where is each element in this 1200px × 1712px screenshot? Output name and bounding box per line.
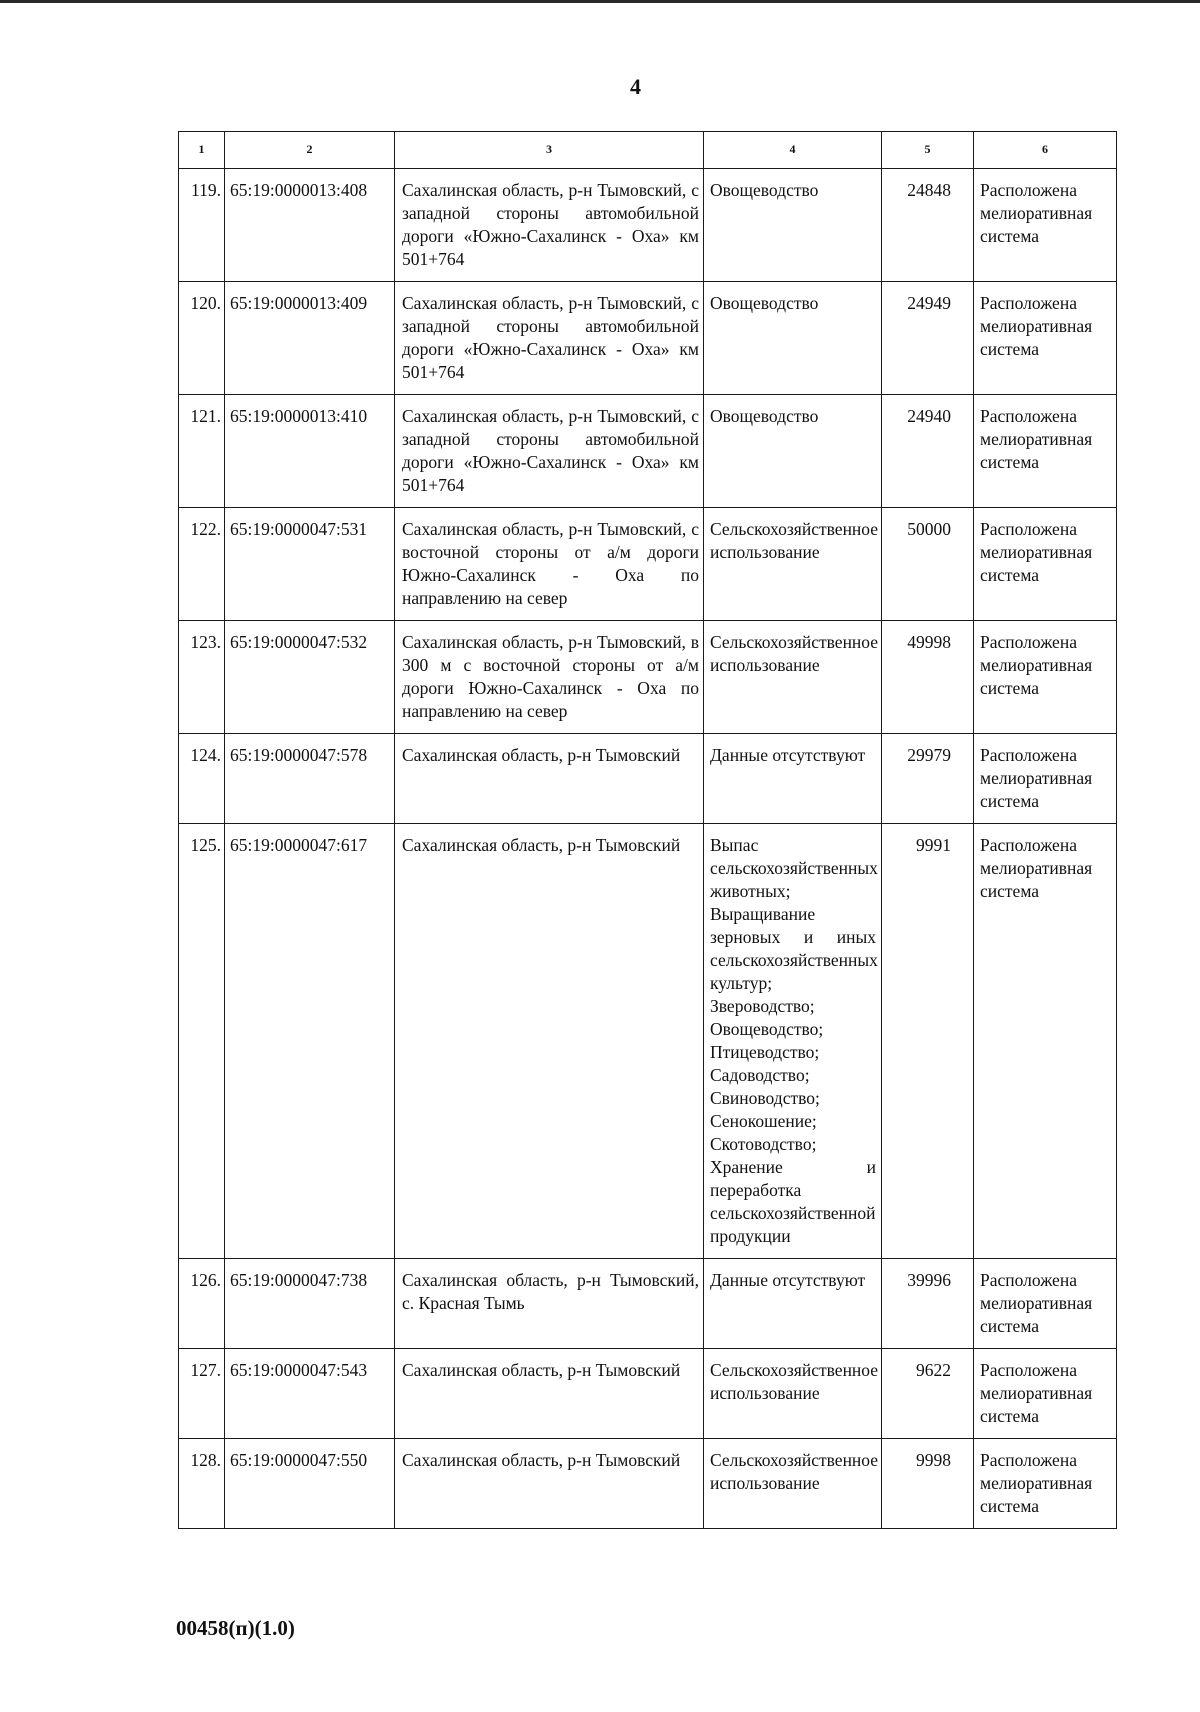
- plot-note: Расположена мелиоративная система: [974, 169, 1117, 282]
- plot-address: Сахалинская область, р-н Тымовский, в 300 м с восточной стороны от а/м дороги Южно-Сахалинск - Оха по направлению на север: [395, 621, 704, 734]
- row-number: 124.: [179, 734, 225, 824]
- plot-address: Сахалинская область, р-н Тымовский, с. Красная Тымь: [395, 1259, 704, 1349]
- table-row: [179, 621, 1117, 734]
- column-header-1: 1: [179, 132, 225, 169]
- plot-note: Расположена мелиоративная система: [974, 1349, 1117, 1439]
- plot-area: 9991: [882, 824, 974, 1259]
- plot-note: Расположена мелиоративная система: [974, 1259, 1117, 1349]
- plot-address: Сахалинская область, р-н Тымовский, с западной стороны автомобильной дороги «Южно-Сахалинск - Оха» км 501+764: [395, 169, 704, 282]
- table-row: [179, 508, 1117, 621]
- column-header-3: 3: [395, 132, 704, 169]
- cadastral-number: 65:19:0000047:578: [225, 734, 395, 824]
- page-number: 4: [630, 74, 641, 99]
- column-header-6: 6: [974, 132, 1117, 169]
- permitted-use: Сельскохозяйственное использование: [704, 508, 882, 621]
- document-code: 00458(п)(1.0): [176, 1616, 295, 1640]
- row-number: 120.: [179, 282, 225, 395]
- column-header-4: 4: [704, 132, 882, 169]
- plot-area: 24940: [882, 395, 974, 508]
- permitted-use: Сельскохозяйственное использование: [704, 621, 882, 734]
- column-header-5: 5: [882, 132, 974, 169]
- plot-area: 9622: [882, 1349, 974, 1439]
- row-number: 123.: [179, 621, 225, 734]
- cadastral-number: 65:19:0000047:532: [225, 621, 395, 734]
- permitted-use: Выпас сельскохозяйственных животных; Выращивание зерновых и иных сельскохозяйственных культур; Звероводство; Овощеводство; Птицеводство; Садоводство; Свиноводство; Сенокошение; Скотоводство; Хранение и переработка сельскохозяйственной продукции: [704, 824, 882, 1259]
- column-header-2: 2: [225, 132, 395, 169]
- row-number: 128.: [179, 1439, 225, 1529]
- plot-address: Сахалинская область, р-н Тымовский: [395, 1439, 704, 1529]
- permitted-use: Овощеводство: [704, 169, 882, 282]
- permitted-use: Сельскохозяйственное использование: [704, 1439, 882, 1529]
- plot-area: 9998: [882, 1439, 974, 1529]
- plot-area: 49998: [882, 621, 974, 734]
- plot-note: Расположена мелиоративная система: [974, 395, 1117, 508]
- cadastral-number: 65:19:0000013:408: [225, 169, 395, 282]
- row-number: 122.: [179, 508, 225, 621]
- table-row: [179, 1439, 1117, 1529]
- permitted-use: Данные отсутствуют: [704, 1259, 882, 1349]
- cadastral-number: 65:19:0000013:409: [225, 282, 395, 395]
- table-row: [179, 824, 1117, 1259]
- row-number: 127.: [179, 1349, 225, 1439]
- plot-note: Расположена мелиоративная система: [974, 734, 1117, 824]
- permitted-use: Овощеводство: [704, 395, 882, 508]
- table-row: [179, 282, 1117, 395]
- cadastral-number: 65:19:0000047:531: [225, 508, 395, 621]
- table-row: [179, 169, 1117, 282]
- table-header-row: [179, 132, 1117, 169]
- permitted-use: Овощеводство: [704, 282, 882, 395]
- plot-address: Сахалинская область, р-н Тымовский: [395, 824, 704, 1259]
- row-number: 126.: [179, 1259, 225, 1349]
- land-plots-table: [178, 131, 1117, 1529]
- top-edge-rule: [0, 0, 1200, 3]
- plot-address: Сахалинская область, р-н Тымовский: [395, 1349, 704, 1439]
- plot-address: Сахалинская область, р-н Тымовский, с восточной стороны от а/м дороги Южно-Сахалинск - Оха по направлению на север: [395, 508, 704, 621]
- cadastral-number: 65:19:0000047:543: [225, 1349, 395, 1439]
- permitted-use: Данные отсутствуют: [704, 734, 882, 824]
- plot-address: Сахалинская область, р-н Тымовский, с западной стороны автомобильной дороги «Южно-Сахалинск - Оха» км 501+764: [395, 395, 704, 508]
- plot-note: Расположена мелиоративная система: [974, 282, 1117, 395]
- plot-area: 24848: [882, 169, 974, 282]
- plot-note: Расположена мелиоративная система: [974, 508, 1117, 621]
- table-row: [179, 1349, 1117, 1439]
- table-row: [179, 395, 1117, 508]
- cadastral-number: 65:19:0000047:550: [225, 1439, 395, 1529]
- plot-note: Расположена мелиоративная система: [974, 1439, 1117, 1529]
- plot-area: 29979: [882, 734, 974, 824]
- table-row: [179, 1259, 1117, 1349]
- plot-area: 24949: [882, 282, 974, 395]
- cadastral-number: 65:19:0000047:617: [225, 824, 395, 1259]
- plot-note: Расположена мелиоративная система: [974, 824, 1117, 1259]
- row-number: 125.: [179, 824, 225, 1259]
- cadastral-number: 65:19:0000047:738: [225, 1259, 395, 1349]
- plot-note: Расположена мелиоративная система: [974, 621, 1117, 734]
- permitted-use: Сельскохозяйственное использование: [704, 1349, 882, 1439]
- plot-address: Сахалинская область, р-н Тымовский: [395, 734, 704, 824]
- row-number: 119.: [179, 169, 225, 282]
- plot-area: 39996: [882, 1259, 974, 1349]
- plot-address: Сахалинская область, р-н Тымовский, с западной стороны автомобильной дороги «Южно-Сахалинск - Оха» км 501+764: [395, 282, 704, 395]
- cadastral-number: 65:19:0000013:410: [225, 395, 395, 508]
- table-row: [179, 734, 1117, 824]
- row-number: 121.: [179, 395, 225, 508]
- plot-area: 50000: [882, 508, 974, 621]
- land-plots-table-wrapper: [178, 131, 1116, 1529]
